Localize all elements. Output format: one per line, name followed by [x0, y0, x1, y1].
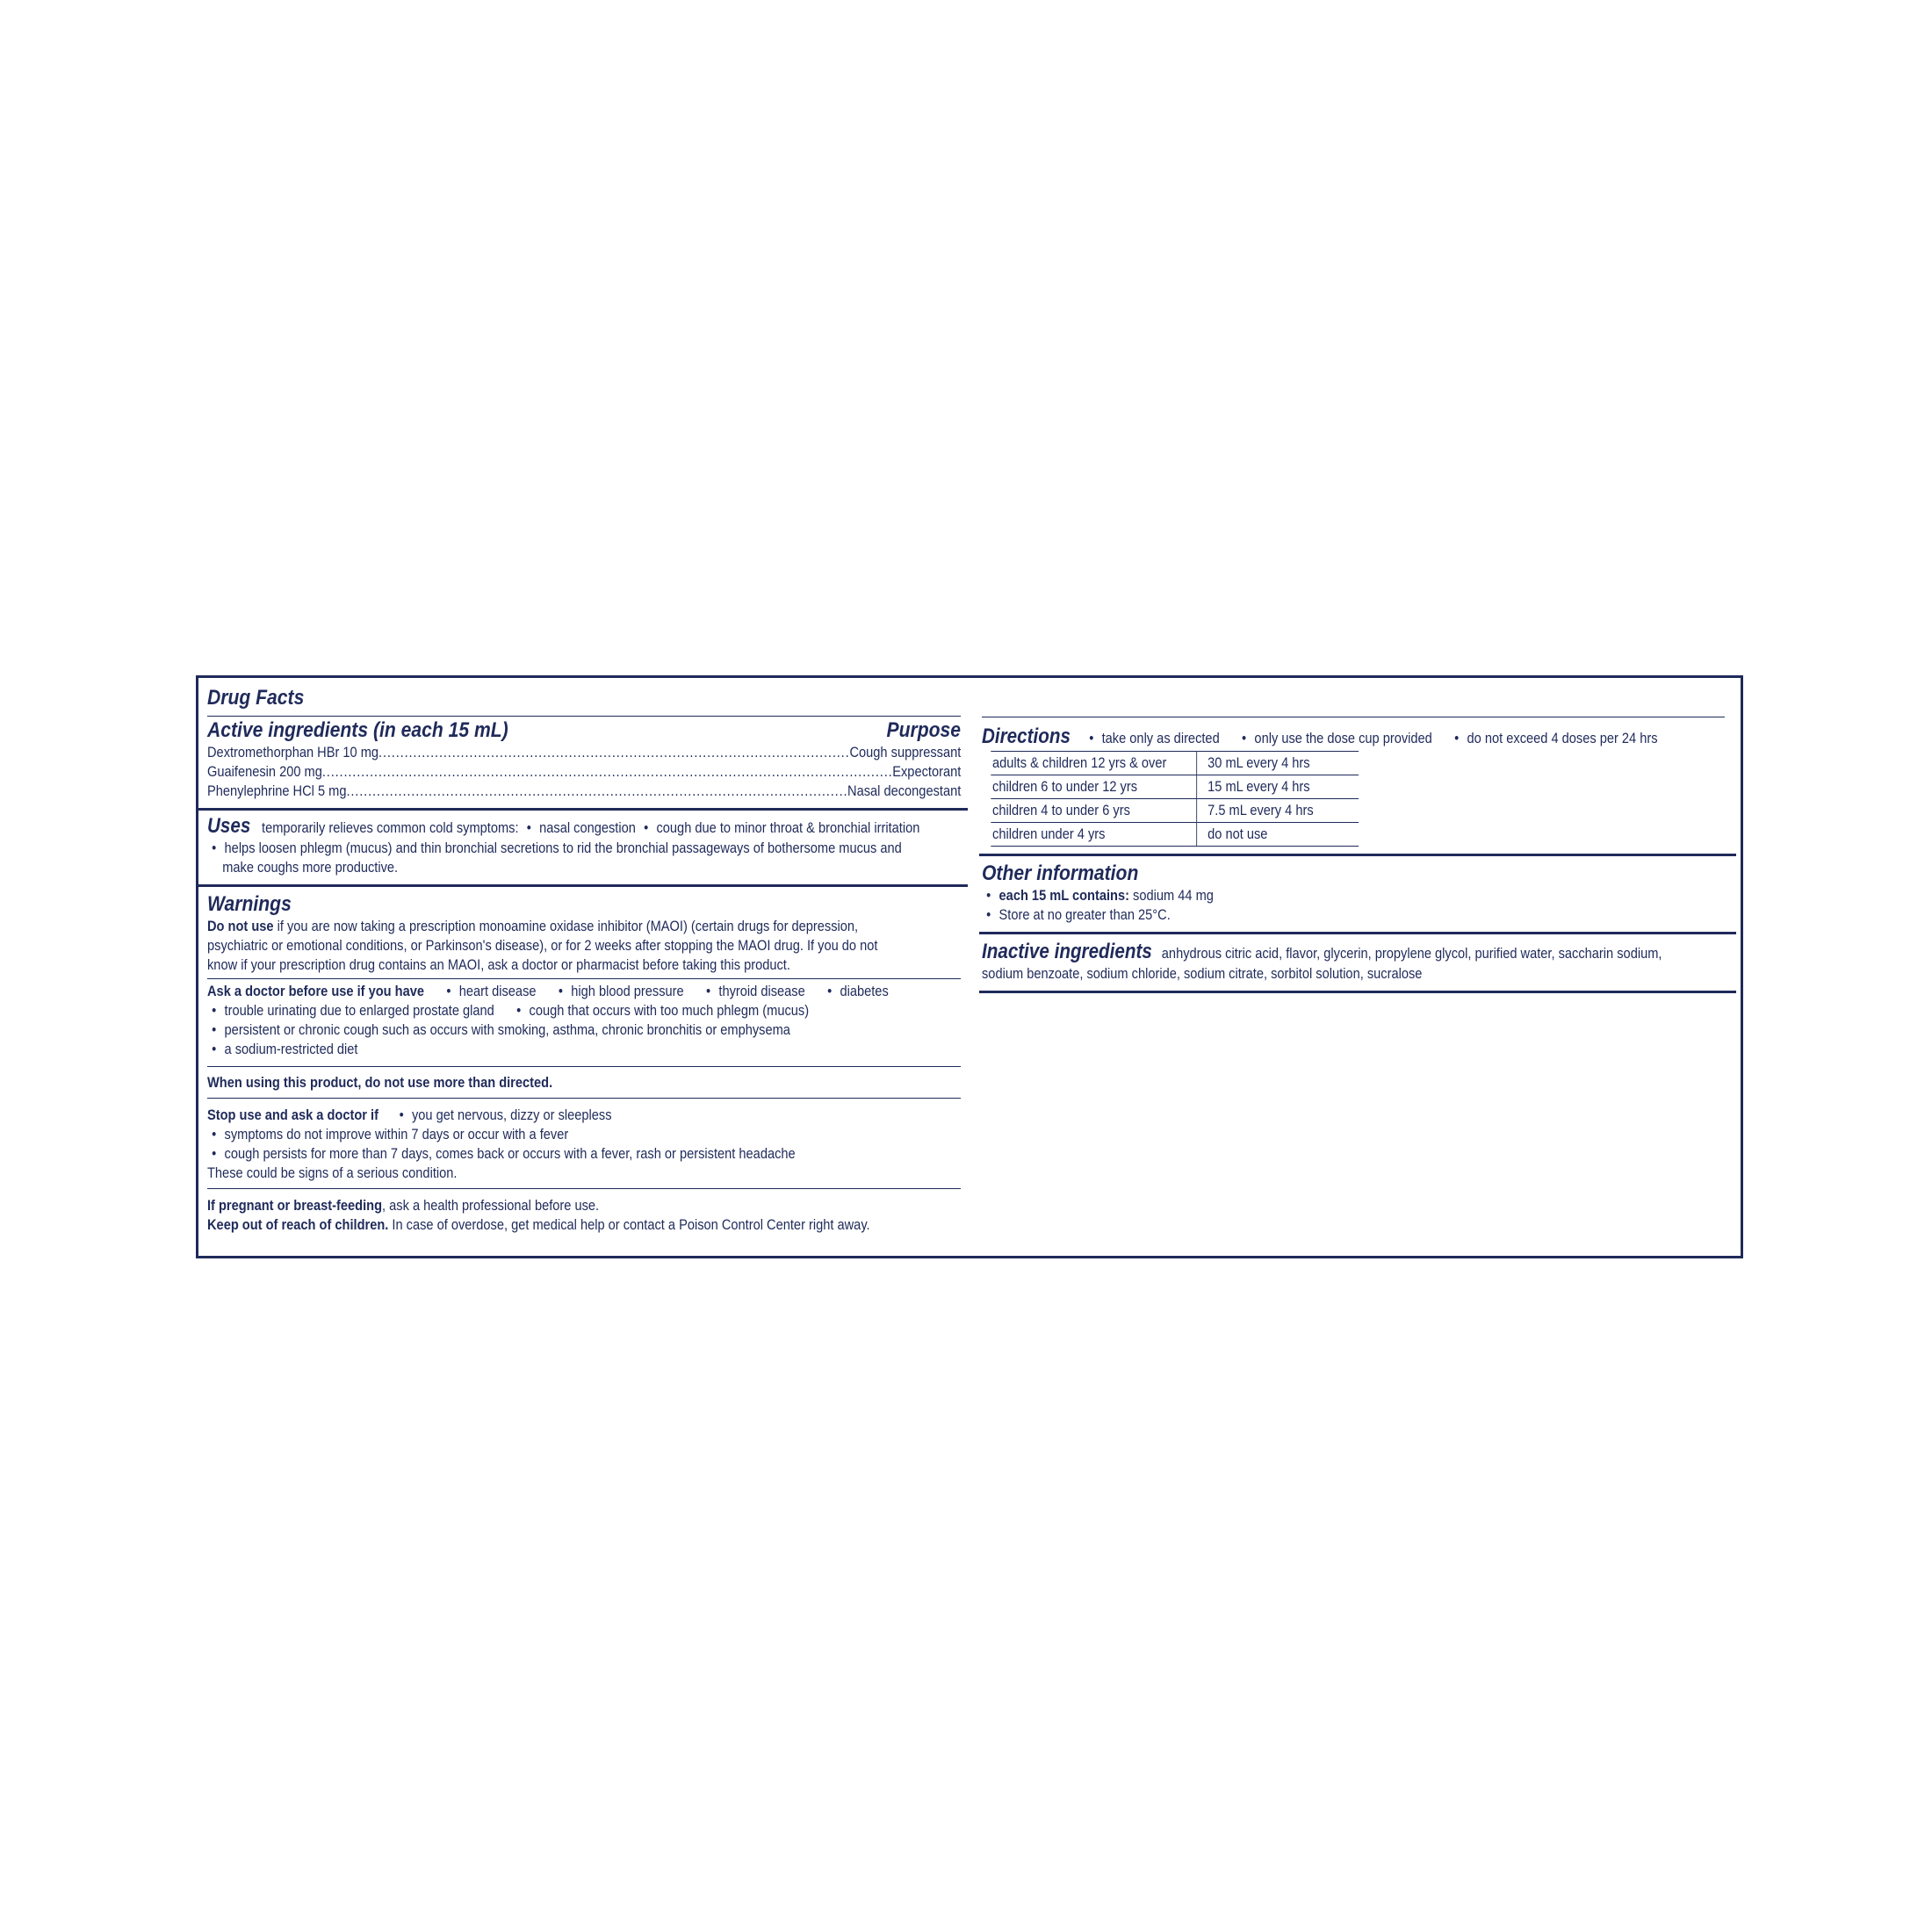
table-row	[991, 752, 1359, 775]
ask-doctor-line	[207, 982, 889, 1001]
leader-dots	[378, 743, 849, 762]
bullet-icon: •	[986, 887, 991, 904]
drug-facts-panel	[196, 675, 1743, 1258]
bullet-icon: •	[446, 983, 451, 999]
stop-use-item: you get nervous, dizzy or sleepless	[411, 1107, 612, 1123]
divider	[207, 1098, 961, 1099]
when-using-text: When using this product, do not use more than directed.	[207, 1074, 553, 1091]
table-cell-dose: 7.5 mL every 4 hrs	[1197, 799, 1359, 823]
divider	[207, 716, 961, 717]
do-not-use-text: if you are now taking a prescription monoamine oxidase inhibitor (MAOI) (certain drugs for depression,	[277, 918, 859, 934]
stop-use-line4: These could be signs of a serious condition.	[207, 1164, 458, 1181]
inactive-heading: Inactive ingredients	[982, 940, 1152, 963]
table-cell-age: children under 4 yrs	[991, 823, 1196, 847]
bullet-icon: •	[212, 1145, 217, 1162]
table-row	[991, 799, 1359, 823]
ingredient-purpose: Expectorant	[892, 763, 962, 780]
bullet-icon: •	[1454, 730, 1460, 746]
stop-use-label: Stop use and ask a doctor if	[207, 1107, 378, 1123]
directions-item: do not exceed 4 doses per 24 hrs	[1467, 730, 1658, 746]
ask-doctor-line3	[207, 1020, 855, 1040]
left-column	[207, 685, 961, 1235]
ask-doctor-item: diabetes	[840, 983, 889, 999]
other-info-value: sodium 44 mg	[1133, 887, 1214, 904]
uses-extra-line2: make coughs more productive.	[222, 859, 399, 876]
active-ingredients-list	[207, 743, 961, 801]
pregnant-text: , ask a health professional before use.	[382, 1197, 600, 1214]
ingredient-row	[207, 743, 961, 762]
bullet-icon: •	[212, 1041, 217, 1057]
table-cell-age: children 6 to under 12 yrs	[991, 775, 1196, 799]
keep-out-text: In case of overdose, get medical help or contact a Poison Control Center right away.	[388, 1216, 870, 1233]
bullet-icon: •	[558, 983, 563, 999]
uses-section	[207, 814, 961, 877]
ask-doctor-item: persistent or chronic cough such as occurs with smoking, asthma, chronic bronchitis or emphysema	[224, 1021, 790, 1038]
bullet-icon: •	[212, 1126, 217, 1143]
inactive-section	[982, 940, 1734, 984]
ingredient-name: Dextromethorphan HBr 10 mg	[207, 744, 379, 761]
bullet-icon: •	[399, 1107, 404, 1123]
ask-doctor-line4	[207, 1040, 855, 1059]
keep-out-label: Keep out of reach of children.	[207, 1216, 389, 1233]
bullet-icon: •	[526, 819, 531, 836]
other-info-label: each 15 mL contains:	[998, 887, 1129, 904]
uses-heading: Uses	[207, 814, 251, 838]
do-not-use-line	[207, 917, 859, 936]
active-ingredients-heading: Active ingredients (in each 15 mL)	[207, 718, 508, 742]
leader-dots	[346, 782, 847, 801]
other-info-section	[982, 861, 1734, 925]
pregnant-label: If pregnant or breast-feeding	[207, 1197, 383, 1214]
directions-section	[982, 724, 1734, 847]
dosage-table	[991, 751, 1359, 847]
section-divider	[979, 932, 1736, 934]
other-info-line1	[982, 886, 1628, 905]
ask-doctor-item: a sodium-restricted diet	[224, 1041, 358, 1057]
uses-item: nasal congestion	[539, 819, 636, 836]
do-not-use-line3: know if your prescription drug contains an MAOI, ask a doctor or pharmacist before taking this product.	[207, 956, 790, 973]
do-not-use-label: Do not use	[207, 918, 274, 934]
section-divider	[198, 884, 968, 887]
section-divider	[979, 854, 1736, 856]
ingredient-purpose: Nasal decongestant	[847, 782, 962, 799]
table-cell-age: children 4 to under 6 yrs	[991, 799, 1196, 823]
ingredient-row	[207, 762, 961, 782]
divider	[207, 978, 961, 979]
pregnant-line	[207, 1196, 855, 1215]
right-column	[982, 685, 1734, 993]
table-cell-dose: do not use	[1197, 823, 1359, 847]
uses-intro: temporarily relieves common cold symptoms:	[262, 819, 519, 836]
ask-doctor-label: Ask a doctor before use if you have	[207, 983, 424, 999]
purpose-heading: Purpose	[886, 718, 961, 742]
divider	[207, 1066, 961, 1067]
inactive-line2: sodium benzoate, sodium chloride, sodium citrate, sorbitol solution, sucralose	[982, 965, 1423, 982]
table-cell-dose: 15 mL every 4 hrs	[1197, 775, 1359, 799]
active-ingredients-header	[207, 718, 961, 743]
stop-use-line	[207, 1106, 855, 1125]
ask-doctor-item: cough that occurs with too much phlegm (mucus)	[529, 1002, 810, 1019]
bullet-icon: •	[212, 1002, 217, 1019]
directions-item: only use the dose cup provided	[1254, 730, 1432, 746]
dosage-table-wrap	[982, 751, 1628, 847]
other-info-line2	[982, 905, 1628, 925]
stop-use-line2	[207, 1125, 855, 1144]
section-divider	[979, 991, 1736, 993]
bullet-icon: •	[212, 840, 217, 856]
drug-facts-title: Drug Facts	[207, 686, 305, 710]
uses-extra	[207, 839, 902, 858]
divider	[207, 1188, 961, 1189]
ingredient-row	[207, 782, 961, 801]
directions-heading: Directions	[982, 724, 1071, 748]
stop-use-item: symptoms do not improve within 7 days or occur with a fever	[224, 1126, 569, 1143]
bullet-icon: •	[1242, 730, 1247, 746]
ask-doctor-line2	[207, 1001, 855, 1020]
warnings-section	[207, 892, 961, 1235]
table-row	[991, 775, 1359, 799]
ask-doctor-item: trouble urinating due to enlarged prostate gland	[224, 1002, 494, 1019]
bullet-icon: •	[516, 1002, 522, 1019]
section-divider	[198, 808, 968, 811]
uses-extra-line1: helps loosen phlegm (mucus) and thin bronchial secretions to rid the bronchial passageways of bothersome mucus and	[224, 840, 902, 856]
ask-doctor-item: heart disease	[458, 983, 537, 999]
uses-line	[207, 814, 920, 839]
uses-item: cough due to minor throat & bronchial irritation	[656, 819, 920, 836]
bullet-icon: •	[706, 983, 711, 999]
directions-item: take only as directed	[1101, 730, 1220, 746]
warnings-heading: Warnings	[207, 892, 292, 916]
bullet-icon: •	[1089, 730, 1094, 746]
stop-use-line3	[207, 1144, 855, 1164]
bullet-icon: •	[827, 983, 833, 999]
other-info-heading: Other information	[982, 861, 1139, 885]
ingredient-name: Guaifenesin 200 mg	[207, 763, 322, 780]
table-row	[991, 823, 1359, 847]
inactive-line1	[982, 940, 1662, 964]
ask-doctor-item: high blood pressure	[571, 983, 684, 999]
ingredient-name: Phenylephrine HCl 5 mg	[207, 782, 347, 799]
table-cell-age: adults & children 12 yrs & over	[991, 752, 1196, 775]
bullet-icon: •	[212, 1021, 217, 1038]
bullet-icon: •	[986, 906, 991, 923]
ingredient-purpose: Cough suppressant	[849, 744, 962, 761]
ask-doctor-item: thyroid disease	[718, 983, 805, 999]
leader-dots	[322, 762, 892, 782]
bullet-icon: •	[644, 819, 649, 836]
table-cell-dose: 30 mL every 4 hrs	[1197, 752, 1359, 775]
other-info-item: Store at no greater than 25°C.	[998, 906, 1171, 923]
inactive-text: anhydrous citric acid, flavor, glycerin, propylene glycol, purified water, saccharin sodium,	[1161, 945, 1662, 962]
stop-use-item: cough persists for more than 7 days, comes back or occurs with a fever, rash or persistent headache	[224, 1145, 796, 1162]
directions-line	[982, 724, 1658, 749]
keep-out-line	[207, 1215, 870, 1235]
do-not-use-line2: psychiatric or emotional conditions, or Parkinson's disease), or for 2 weeks after stopping the MAOI drug. If you do not	[207, 937, 878, 954]
